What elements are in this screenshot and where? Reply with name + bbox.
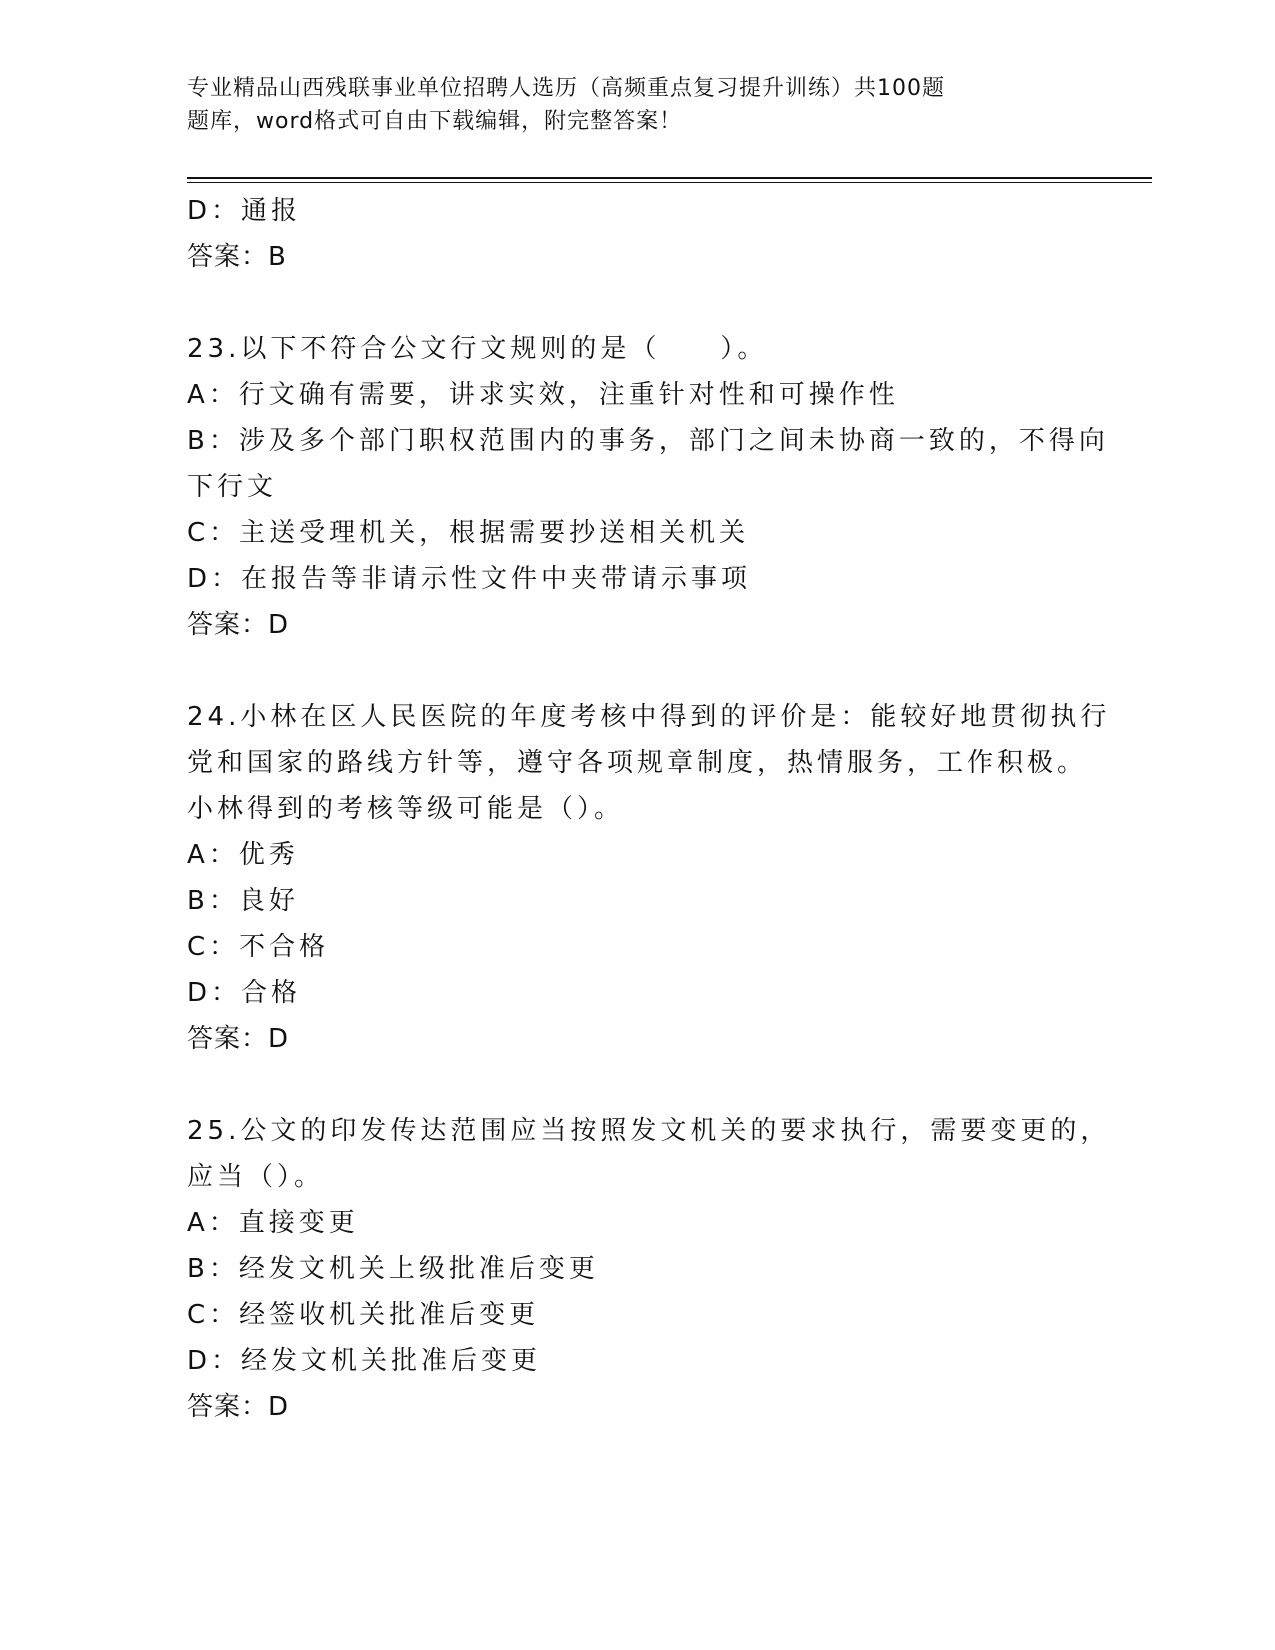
answer: 答案：D: [187, 1392, 290, 1422]
document-header: [187, 72, 1037, 138]
option-b: B：经发文机关上级批准后变更: [187, 1254, 599, 1284]
option-b: B：良好: [187, 886, 299, 916]
question-23: [187, 326, 1109, 648]
question-stem: 24.小林在区人民医院的年度考核中得到的评价是：能较好地贯彻执行: [187, 702, 1111, 732]
option-a: A：直接变更: [187, 1208, 359, 1238]
option-a: A：优秀: [187, 840, 299, 870]
spacer: [187, 648, 1077, 694]
question-stem-continued: 小林得到的考核等级可能是（）。: [187, 794, 625, 824]
option-c: C：不合格: [187, 932, 330, 962]
header-divider: [187, 177, 1152, 179]
spacer: [187, 280, 1077, 326]
option-d: D：合格: [187, 978, 302, 1008]
prev-answer: 答案：B: [187, 242, 287, 272]
header-line-2: 题库，word格式可自由下载编辑，附完整答案！: [187, 109, 683, 134]
answer: 答案：D: [187, 610, 290, 640]
option-d: D：在报告等非请示性文件中夹带请示事项: [187, 564, 752, 594]
question-list: [187, 188, 1111, 1430]
answer: 答案：D: [187, 1024, 290, 1054]
question-stem-continued: 应当（）。: [187, 1162, 325, 1192]
option-b: B：涉及多个部门职权范围内的事务，部门之间未协商一致的，不得向: [187, 426, 1109, 456]
prev-option-d: D：通报: [187, 196, 302, 226]
question-stem-continued: 党和国家的路线方针等，遵守各项规章制度，热情服务，工作积极。: [187, 748, 1088, 778]
header-divider-thin: [187, 182, 1152, 183]
option-c: C：经签收机关批准后变更: [187, 1300, 540, 1330]
question-stem: 25.公文的印发传达范围应当按照发文机关的要求执行，需要变更的，: [187, 1116, 1111, 1146]
option-b-continued: 下行文: [187, 472, 278, 502]
option-a: A：行文确有需要，讲求实效，注重针对性和可操作性: [187, 380, 899, 410]
header-line-1: 专业精品山西残联事业单位招聘人选历（高频重点复习提升训练）共100题: [187, 76, 945, 101]
question-24: [187, 694, 1111, 1062]
option-c: C：主送受理机关，根据需要抄送相关机关: [187, 518, 750, 548]
option-d: D：经发文机关批准后变更: [187, 1346, 542, 1376]
question-25: [187, 1108, 1111, 1430]
spacer: [187, 1062, 1077, 1108]
question-stem: 23.以下不符合公文行文规则的是（ ）。: [187, 334, 768, 364]
